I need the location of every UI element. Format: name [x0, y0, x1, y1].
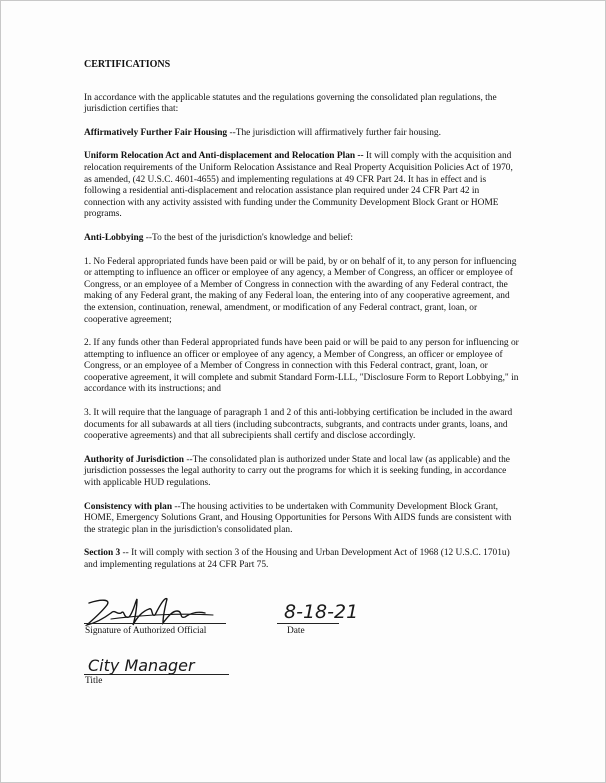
section-3-paragraph — [84, 548, 522, 571]
title-line — [84, 674, 229, 675]
anti-lobbying-item-3: 3. It will require that the language of paragraph 1 and 2 of this anti-lobbying certification be included in the award documents for all subawards at all tiers (including subcontracts, subgrants, and contracts under grants, loans, and cooperative agreements) and that all subrecipients shall certify and disclose accordingly. — [84, 408, 513, 442]
authority-label: Authority of Jurisdiction — [84, 454, 185, 465]
document-body — [84, 59, 522, 584]
page-title: CERTIFICATIONS — [84, 59, 171, 70]
anti-lobbying-paragraph — [84, 233, 522, 245]
anti-lobbying-label: Anti-Lobbying — [84, 232, 144, 243]
date-label: Date — [287, 626, 305, 636]
authority-paragraph — [84, 455, 522, 490]
relocation-label: Uniform Relocation Act and Anti-displacement and Relocation Plan -- — [84, 151, 364, 162]
title-value: City Manager — [88, 656, 195, 675]
consistency-label: Consistency with plan — [84, 501, 173, 512]
date-line — [277, 623, 339, 624]
intro-paragraph: In accordance with the applicable statutes and the regulations governing the consolidated plan regulations, the jurisdiction certifies that: — [84, 92, 497, 115]
section-3-text: -- It will comply with section 3 of the Housing and Urban Development Act of 1968 (12 U.S.C. 1701u) and implementing regulations at 24 CFR Part 75. — [84, 548, 510, 570]
anti-lobbying-item-1: 1. No Federal appropriated funds have been paid or will be paid, by or on behalf of it, to any person for influencing or attempting to influence an officer or employee of any agency, a Member of Congress, an officer or employee of Congress, or an employee of a Member of Congress in connection with the awarding of any Federal contract, the making of any Federal grant, the making of any Federal loan, the entering into of any cooperative agreement, and the extension, continuation, renewal, amendment, or modification of any Federal contract, grant, loan, or cooperative agreement; — [84, 256, 517, 325]
anti-lobbying-text: --To the best of the jurisdiction's knowledge and belief: — [143, 232, 353, 243]
date-value: 8-18-21 — [284, 601, 359, 623]
anti-lobbying-item-2: 2. If any funds other than Federal appropriated funds have been paid or will be paid to any person for influencing or attempting to influence an officer or employee of any agency, a Member of Congress, an officer or employee of Congress, or an employee of a Member of Congress in connection with this Federal contract, grant, loan, or cooperative agreement, it will complete and submit Standard Form-LLL, "Disclosure Form to Report Lobbying," in accordance with its instructions; and — [84, 338, 519, 395]
title-label: Title — [85, 676, 103, 686]
fair-housing-text: --The jurisdiction will affirmatively further fair housing. — [227, 127, 441, 138]
fair-housing-paragraph — [84, 128, 522, 140]
fair-housing-label: Affirmatively Further Fair Housing — [84, 127, 228, 138]
authority-text: --The consolidated plan is authorized under State and local law (as applicable) and the jurisdiction possesses the legal authority to carry out the programs for which it is seeking funding, in accordance with applicable HUD regulations. — [84, 454, 510, 489]
relocation-paragraph — [84, 151, 522, 221]
signature-label: Signature of Authorized Official — [85, 626, 207, 636]
consistency-paragraph — [84, 502, 522, 537]
section-3-label: Section 3 — [84, 548, 121, 559]
consistency-text: --The housing activities to be undertaken with Community Development Block Grant, HOME, Emergency Solutions Grant, and Housing Opportunities for Persons With AIDS funds are consistent with the strategic plan in the jurisdiction's consolidated plan. — [84, 501, 512, 535]
signature-line — [84, 623, 226, 624]
relocation-text: It will comply with the acquisition and relocation requirements of the Uniform Relocation Assistance and Real Property Acquisition Policies Act of 1970, as amended, (42 U.S.C. 4601-4655) and implementing regulations at 49 CFR Part 24. It has in effect and is following a residential anti-displacement and relocation assistance plan required under 24 CFR Part 42 in connection with any activity assisted with funding under the Community Development Block Grant or HOME programs. — [84, 151, 513, 220]
